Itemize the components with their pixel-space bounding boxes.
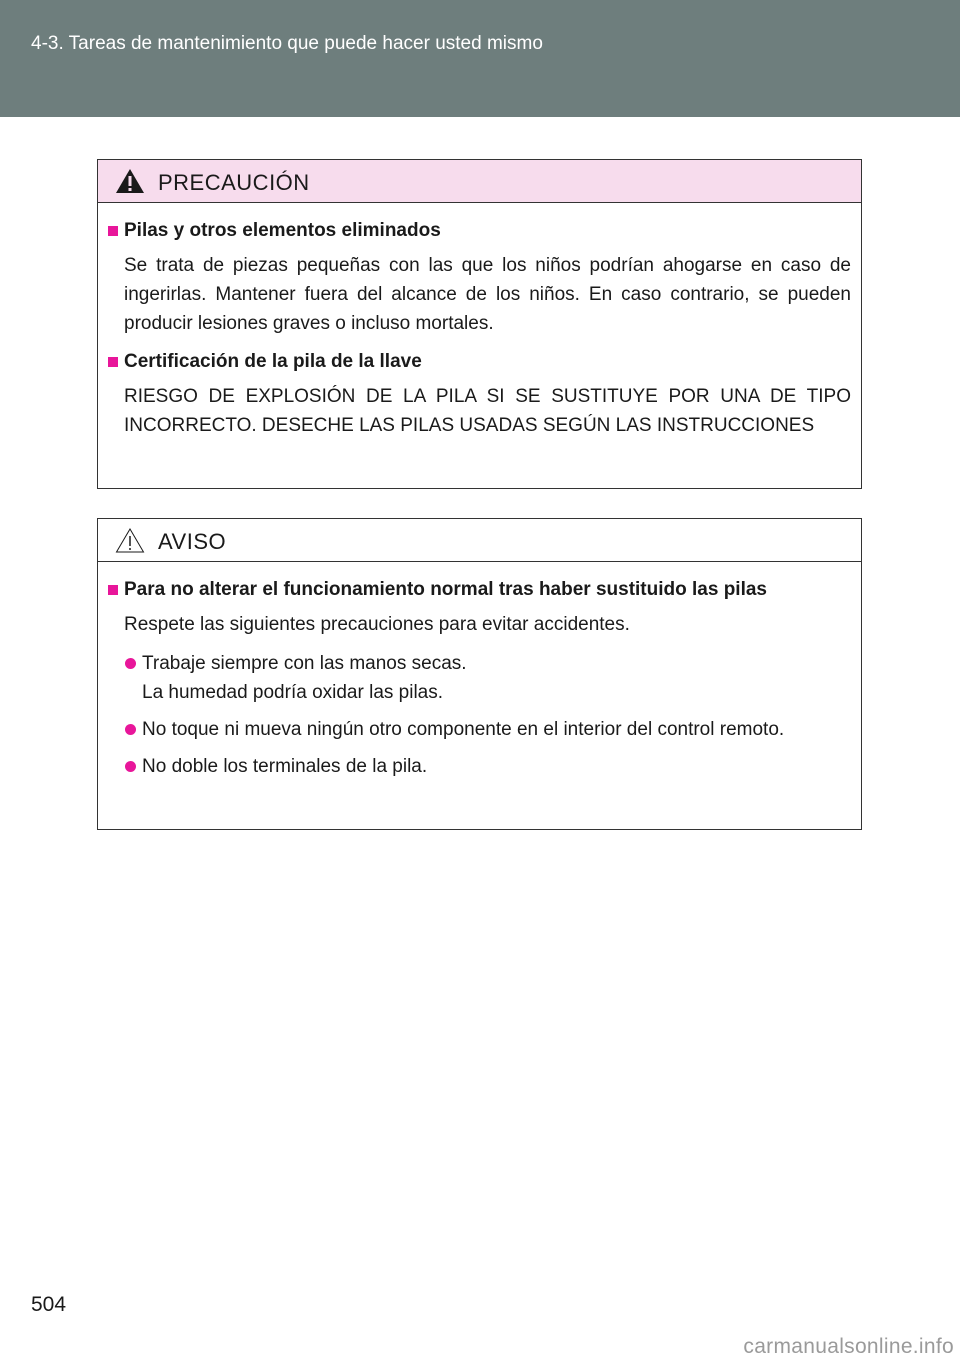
- caution-item-title-text: Certificación de la pila de la llave: [124, 351, 422, 372]
- square-bullet-icon: [108, 357, 118, 367]
- round-bullet-icon: [125, 658, 136, 669]
- warning-filled-icon: [115, 168, 145, 194]
- notice-box: [97, 518, 862, 830]
- caution-item-title-text: Pilas y otros elementos eliminados: [124, 220, 441, 241]
- caution-body: [98, 203, 861, 440]
- page-number: 504: [31, 1293, 67, 1316]
- round-bullet-icon: [125, 724, 136, 735]
- notice-item-title: [108, 576, 851, 604]
- notice-bullet: [108, 649, 851, 707]
- caution-item-text: Se trata de piezas pequeñas con las que los niños podrían ahogarse en caso de ingerirlas. Mantener fuera del alcance de los niños. En caso contrario, se pueden producir lesiones graves o incluso mortales.: [124, 255, 851, 334]
- caution-box: [97, 159, 862, 489]
- round-bullet-icon: [125, 761, 136, 772]
- caution-title: PRECAUCIÓN: [158, 170, 310, 195]
- square-bullet-icon: [108, 585, 118, 595]
- square-bullet-icon: [108, 226, 118, 236]
- notice-bullet-text: No doble los terminales de la pila.: [142, 756, 428, 777]
- notice-intro: Respete las siguientes precauciones para evitar accidentes.: [124, 614, 630, 635]
- notice-bullet: [108, 715, 851, 744]
- watermark: carmanualsonline.info: [743, 1335, 954, 1358]
- notice-header: [98, 519, 861, 562]
- notice-bullet-text: Trabaje siempre con las manos secas.: [142, 653, 467, 674]
- section-title: 4-3. Tareas de mantenimiento que puede hacer usted mismo: [31, 33, 543, 54]
- warning-outline-icon: [115, 527, 145, 553]
- page-header: [0, 0, 960, 117]
- notice-bullet-subtext: La humedad podría oxidar las pilas.: [142, 682, 444, 703]
- notice-bullet: [108, 752, 851, 781]
- caution-header: [98, 160, 861, 203]
- caution-item-text: RIESGO DE EXPLOSIÓN DE LA PILA SI SE SUSTITUYE POR UNA DE TIPO INCORRECTO. DESECHE LAS PILAS USADAS SEGÚN LAS INSTRUCCIONES: [124, 386, 851, 436]
- caution-item-title: [108, 217, 851, 245]
- caution-item-title: [108, 348, 851, 376]
- notice-title: AVISO: [158, 529, 227, 554]
- notice-bullet-text: No toque ni mueva ningún otro componente en el interior del control remoto.: [142, 719, 785, 740]
- notice-item-title-text: Para no alterar el funcionamiento normal tras haber sustituido las pilas: [124, 579, 768, 600]
- notice-body: [98, 562, 861, 781]
